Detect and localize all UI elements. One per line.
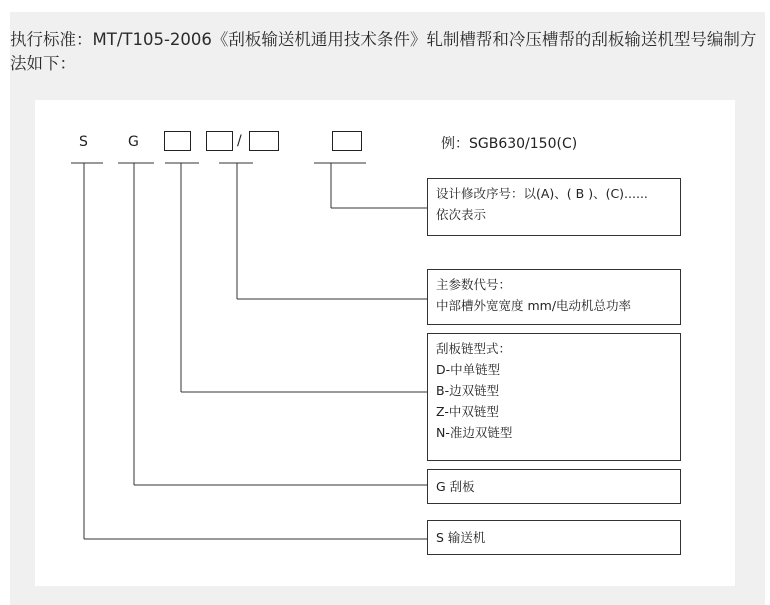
desc-chain-type-line4: Z-中双链型 <box>436 404 499 419</box>
desc-main-param-line1: 主参数代号： <box>436 277 512 292</box>
code-letter-g: G <box>128 134 139 150</box>
desc-design-revision-line2: 依次表示 <box>436 207 487 222</box>
desc-g-item-text: G 刮板 <box>436 479 475 494</box>
desc-design-revision-line1: 设计修改序号：以(A)、( B )、(C)...... <box>436 186 648 201</box>
desc-chain-type-line2: D-中单链型 <box>436 362 501 377</box>
desc-box-main-param <box>427 269 681 325</box>
example-code: 例：SGB630/150(C) <box>441 136 578 152</box>
model-code-diagram <box>35 100 735 586</box>
desc-box-g-item <box>427 469 681 504</box>
code-slash: / <box>237 133 242 149</box>
code-box-motor-power <box>249 131 279 151</box>
code-box-chain-type <box>164 131 191 151</box>
desc-main-param-line2: 中部槽外宽宽度 mm/电动机总功率 <box>436 298 632 313</box>
intro-text: 执行标准：MT/T105-2006《刮板输送机通用技术条件》轧制槽帮和冷压槽帮的刮板输送机型号编制方法如下： <box>10 30 757 73</box>
desc-chain-type-line1: 刮板链型式： <box>436 341 512 356</box>
desc-chain-type-line5: N-准边双链型 <box>436 425 513 440</box>
code-box-trough-width <box>206 131 233 151</box>
desc-chain-type-line3: B-边双链型 <box>436 383 500 398</box>
desc-s-item-text: S 输送机 <box>436 530 486 545</box>
code-letter-s: S <box>79 134 88 150</box>
desc-box-chain-type <box>427 333 681 461</box>
desc-box-design-revision <box>427 178 681 236</box>
code-box-revision <box>332 131 362 151</box>
desc-box-s-item <box>427 520 681 555</box>
